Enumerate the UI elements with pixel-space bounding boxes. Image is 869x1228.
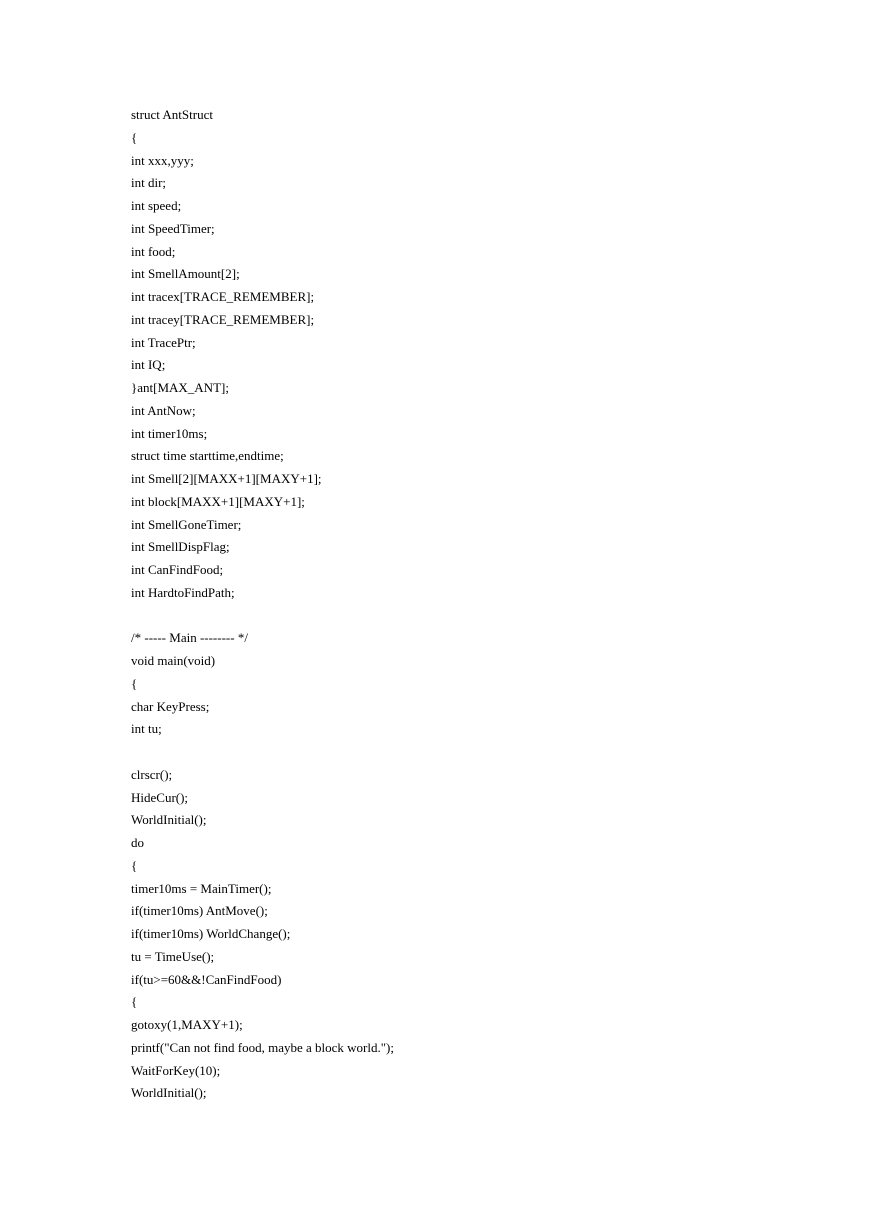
code-line: tu = TimeUse(); bbox=[131, 948, 215, 964]
code-line: WorldInitial(); bbox=[131, 1085, 207, 1101]
code-line: char KeyPress; bbox=[131, 698, 210, 714]
code-line: timer10ms = MainTimer(); bbox=[131, 880, 272, 896]
code-line: int SpeedTimer; bbox=[131, 220, 215, 236]
code-line: { bbox=[131, 994, 138, 1010]
code-line: int dir; bbox=[131, 175, 167, 191]
code-line: printf("Can not find food, maybe a block world."); bbox=[131, 1039, 394, 1055]
code-line: int Smell[2][MAXX+1][MAXY+1]; bbox=[131, 471, 322, 486]
blank-line bbox=[131, 741, 771, 764]
code-line: if(timer10ms) WorldChange(); bbox=[131, 926, 291, 941]
code-line: { bbox=[131, 675, 138, 691]
code-line: if(tu>=60&&!CanFindFood) bbox=[131, 971, 282, 987]
code-line: if(timer10ms) AntMove(); bbox=[131, 903, 268, 919]
code-line: int SmellAmount[2]; bbox=[131, 266, 240, 282]
code-line: HideCur(); bbox=[131, 789, 189, 805]
code-line: int speed; bbox=[131, 198, 182, 213]
code-line: int xxx,yyy; bbox=[131, 152, 194, 168]
code-line: { bbox=[131, 129, 138, 145]
blank-line bbox=[131, 605, 771, 628]
code-line: gotoxy(1,MAXY+1); bbox=[131, 1017, 243, 1032]
code-line: }ant[MAX_ANT]; bbox=[131, 380, 229, 395]
code-line: int tracex[TRACE_REMEMBER]; bbox=[131, 289, 315, 304]
code-line: int CanFindFood; bbox=[131, 562, 224, 577]
code-line: WaitForKey(10); bbox=[131, 1062, 221, 1078]
code-line: int timer10ms; bbox=[131, 425, 208, 441]
code-line: int block[MAXX+1][MAXY+1]; bbox=[131, 493, 305, 509]
code-line: int tracey[TRACE_REMEMBER]; bbox=[131, 311, 315, 327]
code-line: clrscr(); bbox=[131, 766, 173, 782]
code-line: /* ----- Main -------- */ bbox=[131, 630, 248, 646]
code-listing bbox=[131, 104, 771, 1105]
code-line: int TracePtr; bbox=[131, 334, 196, 350]
code-line: int tu; bbox=[131, 721, 162, 737]
code-line: int IQ; bbox=[131, 357, 166, 373]
code-line: int AntNow; bbox=[131, 402, 196, 418]
code-line: struct AntStruct bbox=[131, 107, 213, 122]
code-line: WorldInitial(); bbox=[131, 812, 207, 828]
code-line: int SmellDispFlag; bbox=[131, 539, 230, 555]
code-line: int food; bbox=[131, 243, 176, 259]
code-line: int HardtoFindPath; bbox=[131, 584, 235, 600]
code-line: do bbox=[131, 835, 144, 850]
code-line: struct time starttime,endtime; bbox=[131, 448, 284, 464]
code-line: void main(void) bbox=[131, 653, 216, 668]
code-line: { bbox=[131, 857, 138, 873]
code-line: int SmellGoneTimer; bbox=[131, 516, 242, 532]
